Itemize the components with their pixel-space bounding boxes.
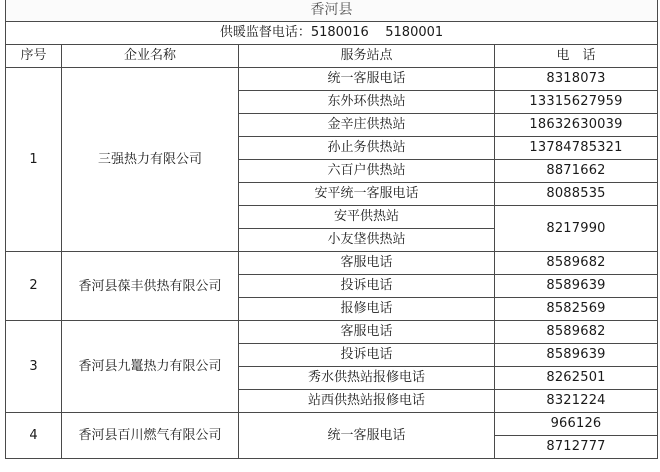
phone-cell: 8262501 bbox=[495, 367, 658, 390]
header-station: 服务站点 bbox=[239, 45, 495, 68]
station-cell: 投诉电话 bbox=[239, 344, 495, 367]
phone-cell: 13784785321 bbox=[495, 137, 658, 160]
seq-cell: 3 bbox=[6, 321, 62, 413]
station-cell: 小友垡供热站 bbox=[239, 229, 495, 252]
phone-cell: 8321224 bbox=[495, 390, 658, 413]
header-seq: 序号 bbox=[6, 45, 62, 68]
table-row bbox=[6, 321, 658, 344]
hotline-row bbox=[6, 22, 658, 45]
station-cell: 金辛庄供热站 bbox=[239, 114, 495, 137]
seq-cell: 1 bbox=[6, 68, 62, 252]
company-cell bbox=[62, 321, 239, 413]
phone-cell: 8712777 bbox=[495, 436, 658, 459]
table-row bbox=[6, 68, 658, 91]
station-cell: 客服电话 bbox=[239, 252, 495, 275]
header-phone: 电 话 bbox=[495, 45, 658, 68]
station-cell: 统一客服电话 bbox=[239, 68, 495, 91]
station-cell: 六百户供热站 bbox=[239, 160, 495, 183]
station-cell: 东外环供热站 bbox=[239, 91, 495, 114]
phone-cell: 8088535 bbox=[495, 183, 658, 206]
station-cell: 投诉电话 bbox=[239, 275, 495, 298]
company-name: 香河县百川燃气有限公司 bbox=[78, 428, 222, 443]
header-company: 企业名称 bbox=[62, 45, 239, 68]
phone-cell: 18632630039 bbox=[495, 114, 658, 137]
seq-cell: 4 bbox=[6, 413, 62, 459]
company-cell bbox=[62, 413, 239, 459]
station-cell: 安平统一客服电话 bbox=[239, 183, 495, 206]
phone-cell: 13315627959 bbox=[495, 91, 658, 114]
station-cell: 统一客服电话 bbox=[239, 413, 495, 459]
phone-cell: 8871662 bbox=[495, 160, 658, 183]
header-row bbox=[6, 45, 658, 68]
supervision-hotline: 供暖监督电话：5180016 5180001 bbox=[6, 22, 658, 45]
phone-cell: 8217990 bbox=[495, 206, 658, 252]
phone-cell: 8589682 bbox=[495, 252, 658, 275]
station-cell: 秀水供热站报修电话 bbox=[239, 367, 495, 390]
station-cell: 客服电话 bbox=[239, 321, 495, 344]
heating-contacts-table bbox=[5, 0, 658, 459]
phone-cell: 8589682 bbox=[495, 321, 658, 344]
phone-cell: 8589639 bbox=[495, 344, 658, 367]
table-row bbox=[6, 413, 658, 436]
station-cell: 安平供热站 bbox=[239, 206, 495, 229]
phone-cell: 8318073 bbox=[495, 68, 658, 91]
phone-cell: 966126 bbox=[495, 413, 658, 436]
company-cell: 三强热力有限公司 bbox=[62, 68, 239, 252]
seq-cell: 2 bbox=[6, 252, 62, 321]
company-cell bbox=[62, 252, 239, 321]
station-cell: 孙止务供热站 bbox=[239, 137, 495, 160]
company-name: 香河县葆丰供热有限公司 bbox=[78, 278, 222, 294]
company-name: 香河县九鼍热力有限公司 bbox=[78, 359, 222, 374]
phone-cell: 8582569 bbox=[495, 298, 658, 321]
title-row bbox=[6, 0, 658, 22]
station-cell: 报修电话 bbox=[239, 298, 495, 321]
phone-cell: 8589639 bbox=[495, 275, 658, 298]
county-title: 香河县 bbox=[6, 0, 658, 22]
station-cell: 站西供热站报修电话 bbox=[239, 390, 495, 413]
table-row bbox=[6, 252, 658, 275]
